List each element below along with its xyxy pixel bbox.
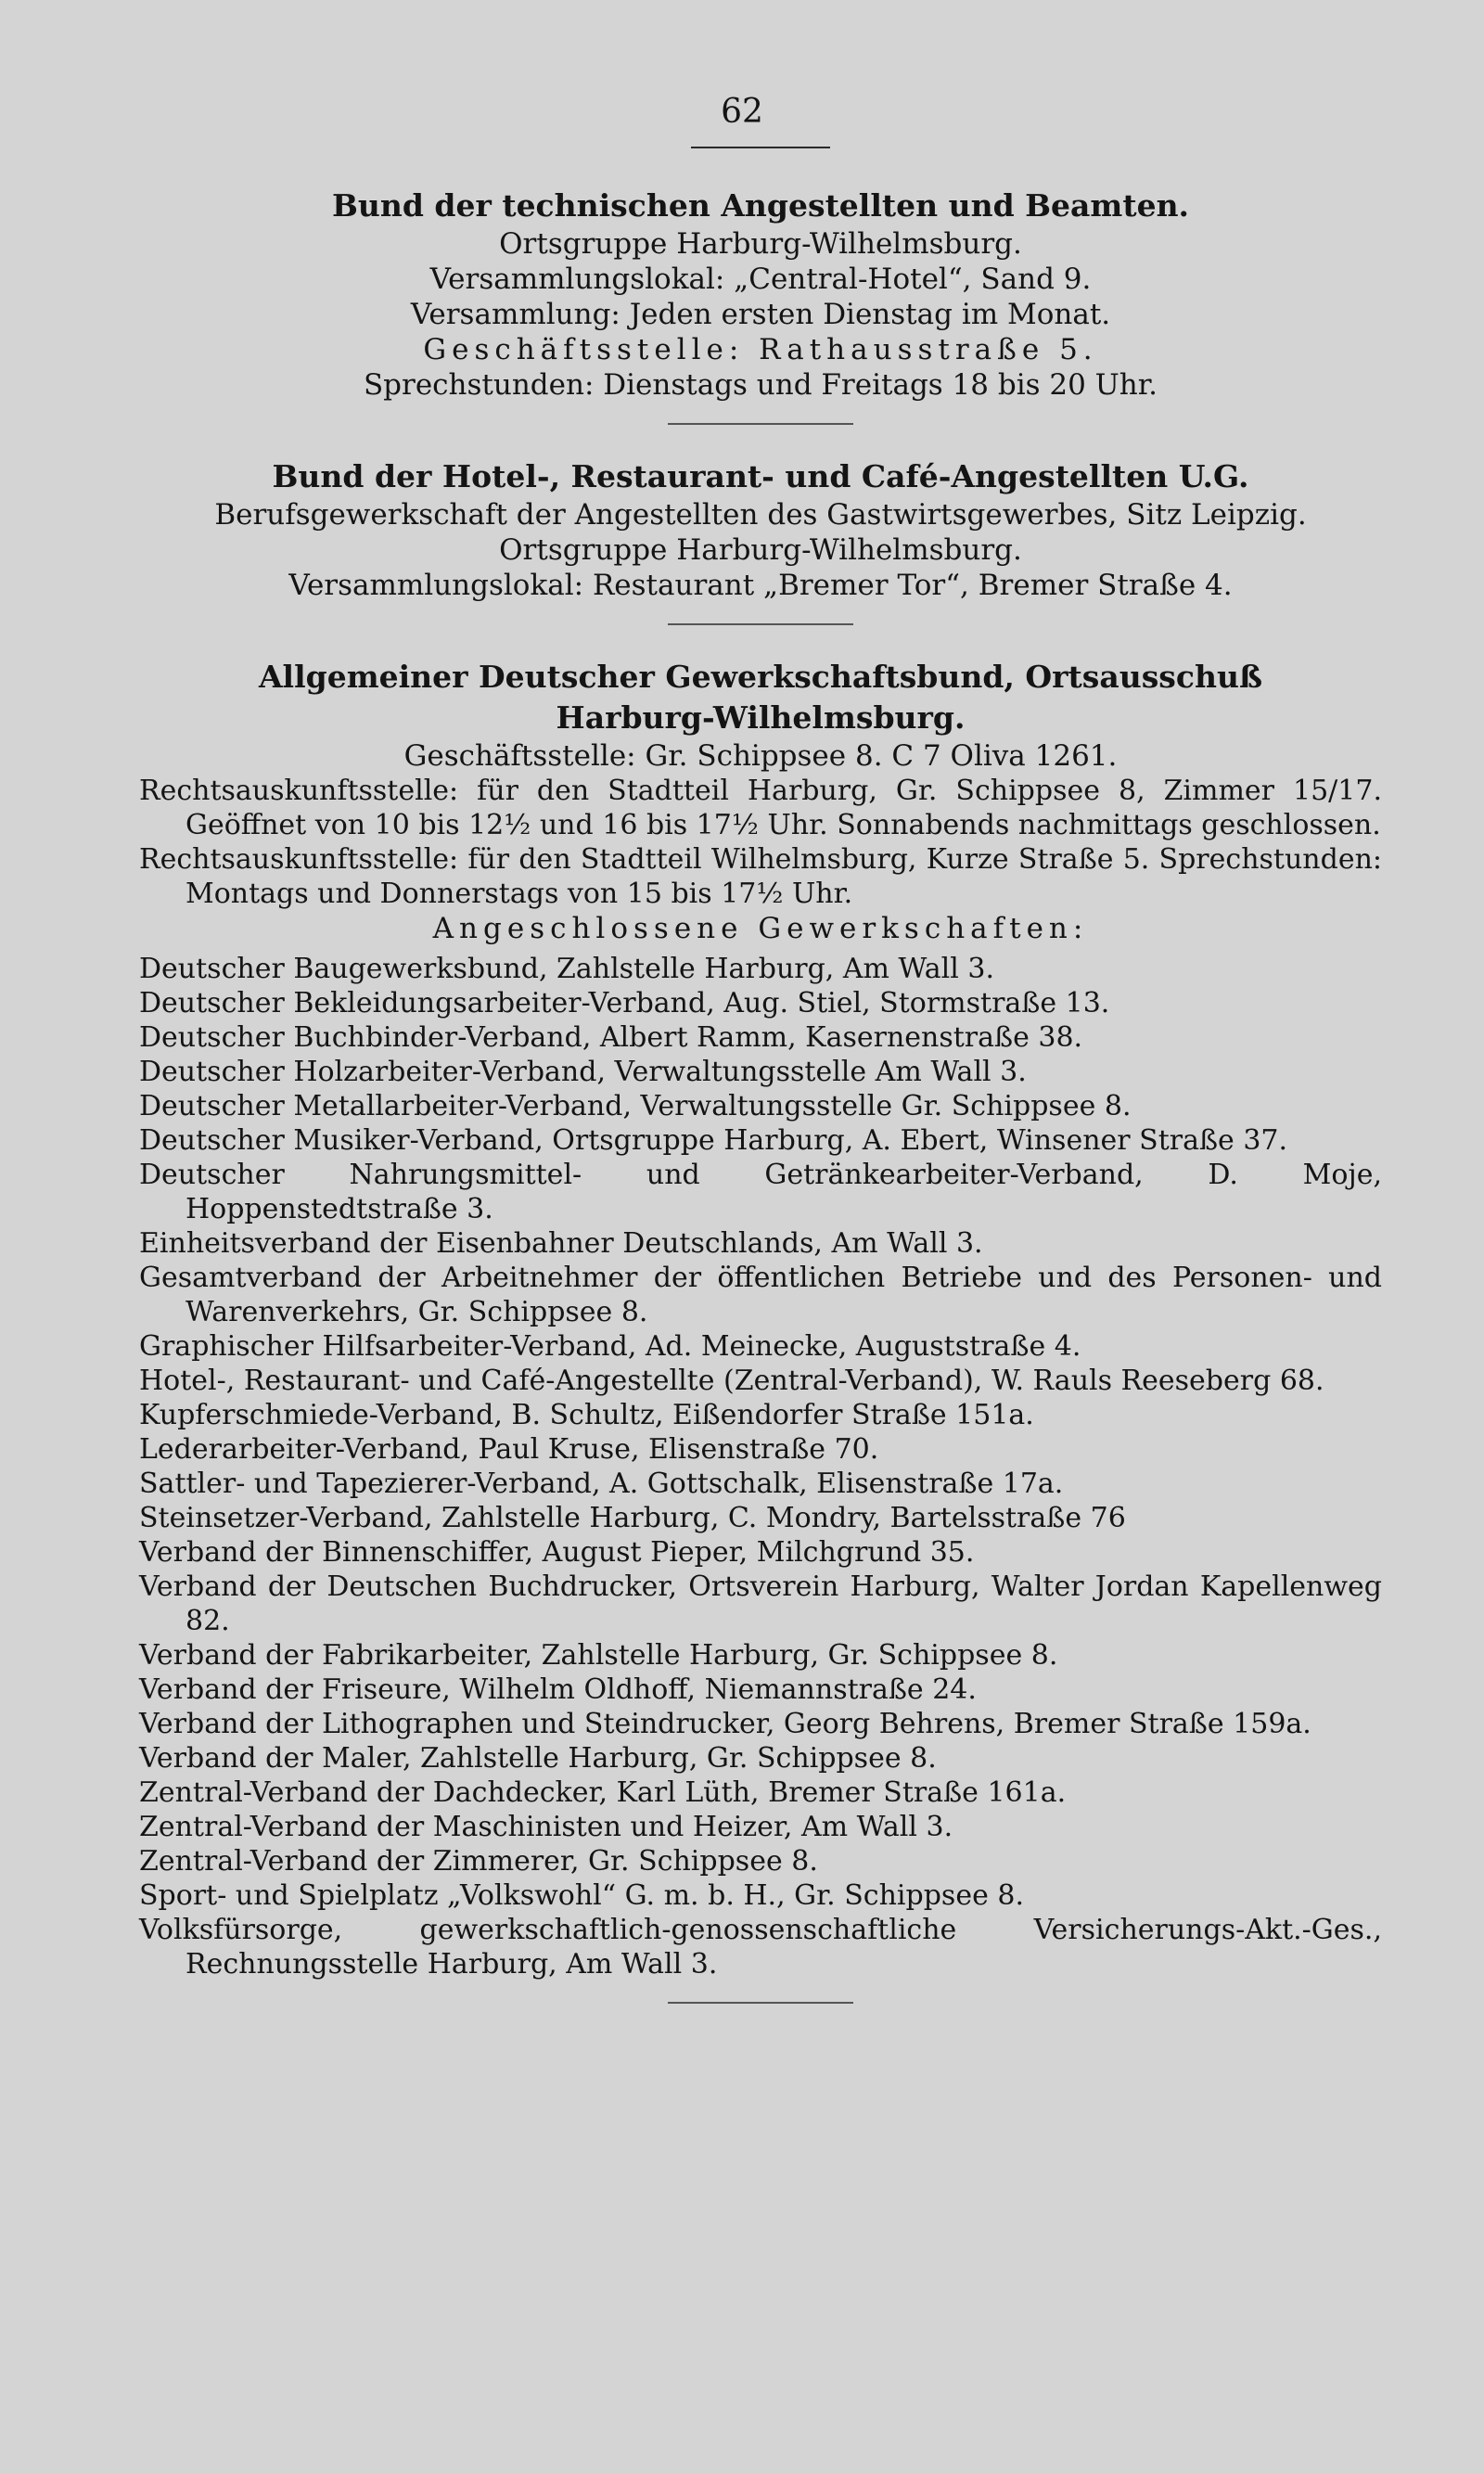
section-title-cont: Harburg-Wilhelmsburg. xyxy=(556,699,966,736)
section-line: Berufsgewerkschaft der Angestellten des Gastwirtsgewerbes, Sitz Leipzig. xyxy=(214,498,1307,532)
section-line: Geschäftsstelle: Rathausstraße 5. xyxy=(423,333,1098,366)
section-hotel-employees xyxy=(139,456,1382,603)
list-item: Deutscher Baugewerksbund, Zahlstelle Harburg, Am Wall 3. xyxy=(139,953,994,985)
section-line: Ortsgruppe Harburg-Wilhelmsburg. xyxy=(499,533,1022,567)
list-item: Verband der Friseure, Wilhelm Oldhoff, Niemannstraße 24. xyxy=(139,1673,977,1706)
page-content xyxy=(139,186,1382,2035)
list-item: Lederarbeiter-Verband, Paul Kruse, Elisenstraße 70. xyxy=(139,1433,879,1466)
list-item: Verband der Binnenschiffer, August Pieper, Milchgrund 35. xyxy=(139,1536,975,1569)
section-line: Ortsgruppe Harburg-Wilhelmsburg. xyxy=(499,227,1022,261)
list-item: Verband der Lithographen und Steindrucker, Georg Behrens, Bremer Straße 159a. xyxy=(139,1708,1311,1740)
section-divider xyxy=(668,2002,853,2004)
affiliated-unions-list xyxy=(139,952,1382,1981)
list-item: Deutscher Musiker-Verband, Ortsgruppe Harburg, A. Ebert, Winsener Straße 37. xyxy=(139,1124,1288,1157)
office-line: Geschäftsstelle: Gr. Schippsee 8. C 7 Oliva 1261. xyxy=(403,739,1118,773)
list-item: Deutscher Holzarbeiter-Verband, Verwaltungsstelle Am Wall 3. xyxy=(139,1056,1027,1088)
list-item: Volksfürsorge, gewerkschaftlich-genossenschaftliche Versicherungs-Akt.-Ges., Rechnungsstelle Harburg, Am Wall 3. xyxy=(139,1914,1382,1980)
list-item: Graphischer Hilfsarbeiter-Verband, Ad. Meinecke, Auguststraße 4. xyxy=(139,1330,1081,1363)
list-item: Gesamtverband der Arbeitnehmer der öffentlichen Betriebe und des Personen- und Warenverkehrs, Gr. Schippsee 8. xyxy=(139,1262,1382,1328)
legal-advice-harburg: Rechtsauskunftsstelle: für den Stadtteil Harburg, Gr. Schippsee 8, Zimmer 15/17. Geöffnet von 10 bis 12½ und 16 bis 17½ Uhr. Sonnabends nachmittags geschlossen. xyxy=(139,775,1382,841)
section-line: Versammlung: Jeden ersten Dienstag im Monat. xyxy=(410,298,1111,331)
list-item: Zentral-Verband der Zimmerer, Gr. Schippsee 8. xyxy=(139,1845,818,1878)
section-line: Versammlungslokal: Restaurant „Bremer Tor“, Bremer Straße 4. xyxy=(288,569,1233,602)
list-item: Sattler- und Tapezierer-Verband, A. Gottschalk, Elisenstraße 17a. xyxy=(139,1468,1064,1500)
list-item: Steinsetzer-Verband, Zahlstelle Harburg, C. Mondry, Bartelsstraße 76 xyxy=(139,1502,1126,1534)
section-title: Bund der Hotel-, Restaurant- und Café-Angestellten U.G. xyxy=(272,458,1249,494)
list-item: Verband der Maler, Zahlstelle Harburg, Gr. Schippsee 8. xyxy=(139,1742,937,1775)
list-item: Zentral-Verband der Maschinisten und Heizer, Am Wall 3. xyxy=(139,1811,953,1843)
list-item: Deutscher Metallarbeiter-Verband, Verwaltungsstelle Gr. Schippsee 8. xyxy=(139,1090,1132,1122)
section-divider xyxy=(668,423,853,425)
section-tech-employees xyxy=(139,186,1382,403)
section-title: Bund der technischen Angestellten und Beamten. xyxy=(331,187,1190,224)
list-item: Sport- und Spielplatz „Volkswohl“ G. m. b. H., Gr. Schippsee 8. xyxy=(139,1879,1024,1912)
list-item: Kupferschmiede-Verband, B. Schultz, Eißendorfer Straße 151a. xyxy=(139,1399,1034,1431)
legal-advice-wilhelmsburg: Rechtsauskunftsstelle: für den Stadtteil Wilhelmsburg, Kurze Straße 5. Sprechstunden: Montags und Donnerstags von 15 bis 17½ Uhr. xyxy=(139,843,1382,910)
list-item: Deutscher Nahrungsmittel- und Getränkearbeiter-Verband, D. Moje, Hoppenstedtstraße 3. xyxy=(139,1159,1382,1225)
section-divider xyxy=(668,623,853,625)
list-item: Deutscher Buchbinder-Verband, Albert Ramm, Kasernenstraße 38. xyxy=(139,1021,1083,1054)
section-line: Sprechstunden: Dienstags und Freitags 18 bis 20 Uhr. xyxy=(363,368,1158,402)
list-item: Deutscher Bekleidungsarbeiter-Verband, Aug. Stiel, Stormstraße 13. xyxy=(139,987,1110,1019)
affiliated-unions-heading: Angeschlossene Gewerkschaften: xyxy=(432,912,1089,945)
page-number: 62 xyxy=(721,93,763,131)
list-item: Zentral-Verband der Dachdecker, Karl Lüth, Bremer Straße 161a. xyxy=(139,1776,1067,1809)
list-item: Hotel-, Restaurant- und Café-Angestellte (Zentral-Verband), W. Rauls Reeseberg 68. xyxy=(139,1365,1324,1397)
section-line: Versammlungslokal: „Central-Hotel“, Sand 9. xyxy=(429,263,1092,296)
section-adgb xyxy=(139,657,1382,1981)
section-title: Allgemeiner Deutscher Gewerkschaftsbund, Ortsausschuß xyxy=(258,659,1263,695)
list-item: Verband der Fabrikarbeiter, Zahlstelle Harburg, Gr. Schippsee 8. xyxy=(139,1639,1058,1672)
header-rule xyxy=(691,147,830,148)
list-item: Einheitsverband der Eisenbahner Deutschlands, Am Wall 3. xyxy=(139,1227,983,1260)
list-item: Verband der Deutschen Buchdrucker, Ortsverein Harburg, Walter Jordan Kapellenweg 82. xyxy=(139,1570,1382,1637)
